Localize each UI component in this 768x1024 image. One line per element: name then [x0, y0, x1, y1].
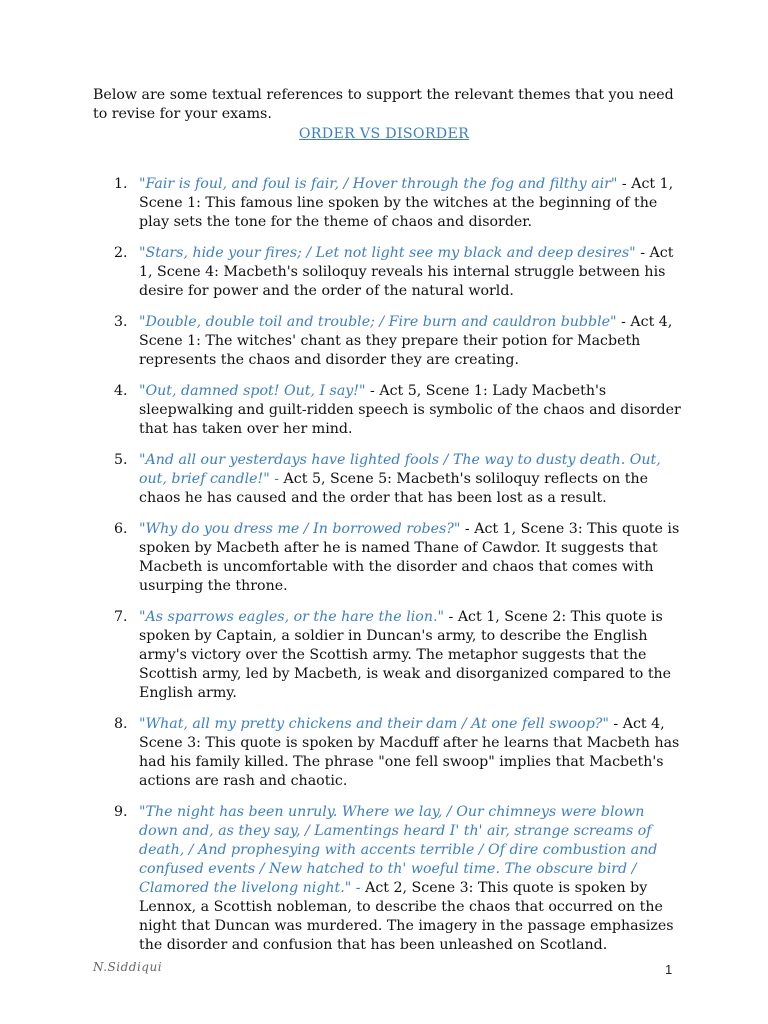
- page-number: 1: [665, 962, 673, 977]
- item-quote: "Why do you dress me / In borrowed robes?": [139, 521, 461, 537]
- item-number: 7.: [114, 609, 128, 625]
- list-item-2: [93, 244, 683, 301]
- list-item-4: [93, 382, 683, 439]
- item-quote: "What, all my pretty chickens and their dam / At one fell swoop?": [139, 716, 609, 732]
- item-number: 9.: [114, 804, 128, 820]
- list-item-3: [93, 313, 683, 370]
- item-quote: "The night has been unruly. Where we lay, / Our chimneys were blown down and, as they say, / Lamentings heard I' th' air, strange screams of death, / And prophesying with accents terrible / Of dire combustion and confused events / New hatched to th' woeful time. The obscure bird / Clamored the livelong night." -: [139, 804, 658, 896]
- item-text: - Act 1, Scene 3: This quote is spoken by Macbeth after he is named Thane of Cawdor. It suggests that Macbeth is uncomfortable with the disorder and chaos that comes with usurping the throne.: [139, 521, 680, 594]
- item-text: Act 5, Scene 5: Macbeth's soliloquy reflects on the chaos he has caused and the order that has been lost as a result.: [139, 471, 648, 506]
- item-quote: "Stars, hide your fires; / Let not light see my black and deep desires": [139, 245, 636, 261]
- item-quote: "Fair is foul, and foul is fair, / Hover through the fog and filthy air": [139, 176, 618, 192]
- item-number: 1.: [114, 176, 128, 192]
- item-quote: "Double, double toil and trouble; / Fire burn and cauldron bubble": [139, 314, 617, 330]
- list-item-1: [93, 175, 683, 232]
- list-item-6: [93, 520, 683, 596]
- item-text: - Act 4, Scene 3: This quote is spoken by Macduff after he learns that Macbeth has had his family killed. The phrase "one fell swoop" implies that Macbeth's actions are rash and chaotic.: [139, 716, 680, 789]
- section-heading: ORDER VS DISORDER: [298, 126, 470, 142]
- item-text: Act 2, Scene 3: This quote is spoken by Lennox, a Scottish nobleman, to describe the chaos that occurred on the night that Duncan was murdered. The imagery in the passage emphasizes the disorder and confusion that has been unleashed on Scotland.: [139, 880, 674, 953]
- signature: N.Siddiqui: [93, 960, 163, 974]
- list-item-7: [93, 608, 683, 703]
- quote-list: [93, 175, 683, 967]
- list-item-9: [93, 803, 683, 955]
- item-text: - Act 1, Scene 4: Macbeth's soliloquy reveals his internal struggle between his desire for power and the order of the natural world.: [139, 245, 674, 299]
- intro-paragraph: Below are some textual references to support the relevant themes that you need to revise for your exams.: [93, 87, 674, 122]
- item-quote: "As sparrows eagles, or the hare the lion.": [139, 609, 444, 625]
- item-number: 8.: [114, 716, 128, 732]
- list-item-5: [93, 451, 683, 508]
- item-number: 3.: [114, 314, 128, 330]
- item-number: 2.: [114, 245, 128, 261]
- item-text: - Act 4, Scene 1: The witches' chant as they prepare their potion for Macbeth represents the chaos and disorder they are creating.: [139, 314, 673, 368]
- item-text: - Act 1, Scene 2: This quote is spoken by Captain, a soldier in Duncan's army, to describe the English army's victory over the Scottish army. The metaphor suggests that the Scottish army, led by Macbeth, is weak and disorganized compared to the English army.: [139, 609, 672, 701]
- item-quote: "Out, damned spot! Out, I say!": [139, 383, 366, 399]
- list-item-8: [93, 715, 683, 791]
- item-text: - Act 5, Scene 1: Lady Macbeth's sleepwalking and guilt-ridden speech is symbolic of the chaos and disorder that has taken over her mind.: [139, 383, 681, 437]
- item-number: 4.: [114, 383, 128, 399]
- item-number: 5.: [114, 452, 128, 468]
- item-text: - Act 1, Scene 1: This famous line spoken by the witches at the beginning of the play sets the tone for the theme of chaos and disorder.: [139, 176, 674, 230]
- item-number: 6.: [114, 521, 128, 537]
- item-quote: "And all our yesterdays have lighted fools / The way to dusty death. Out, out, brief candle!" -: [139, 452, 661, 487]
